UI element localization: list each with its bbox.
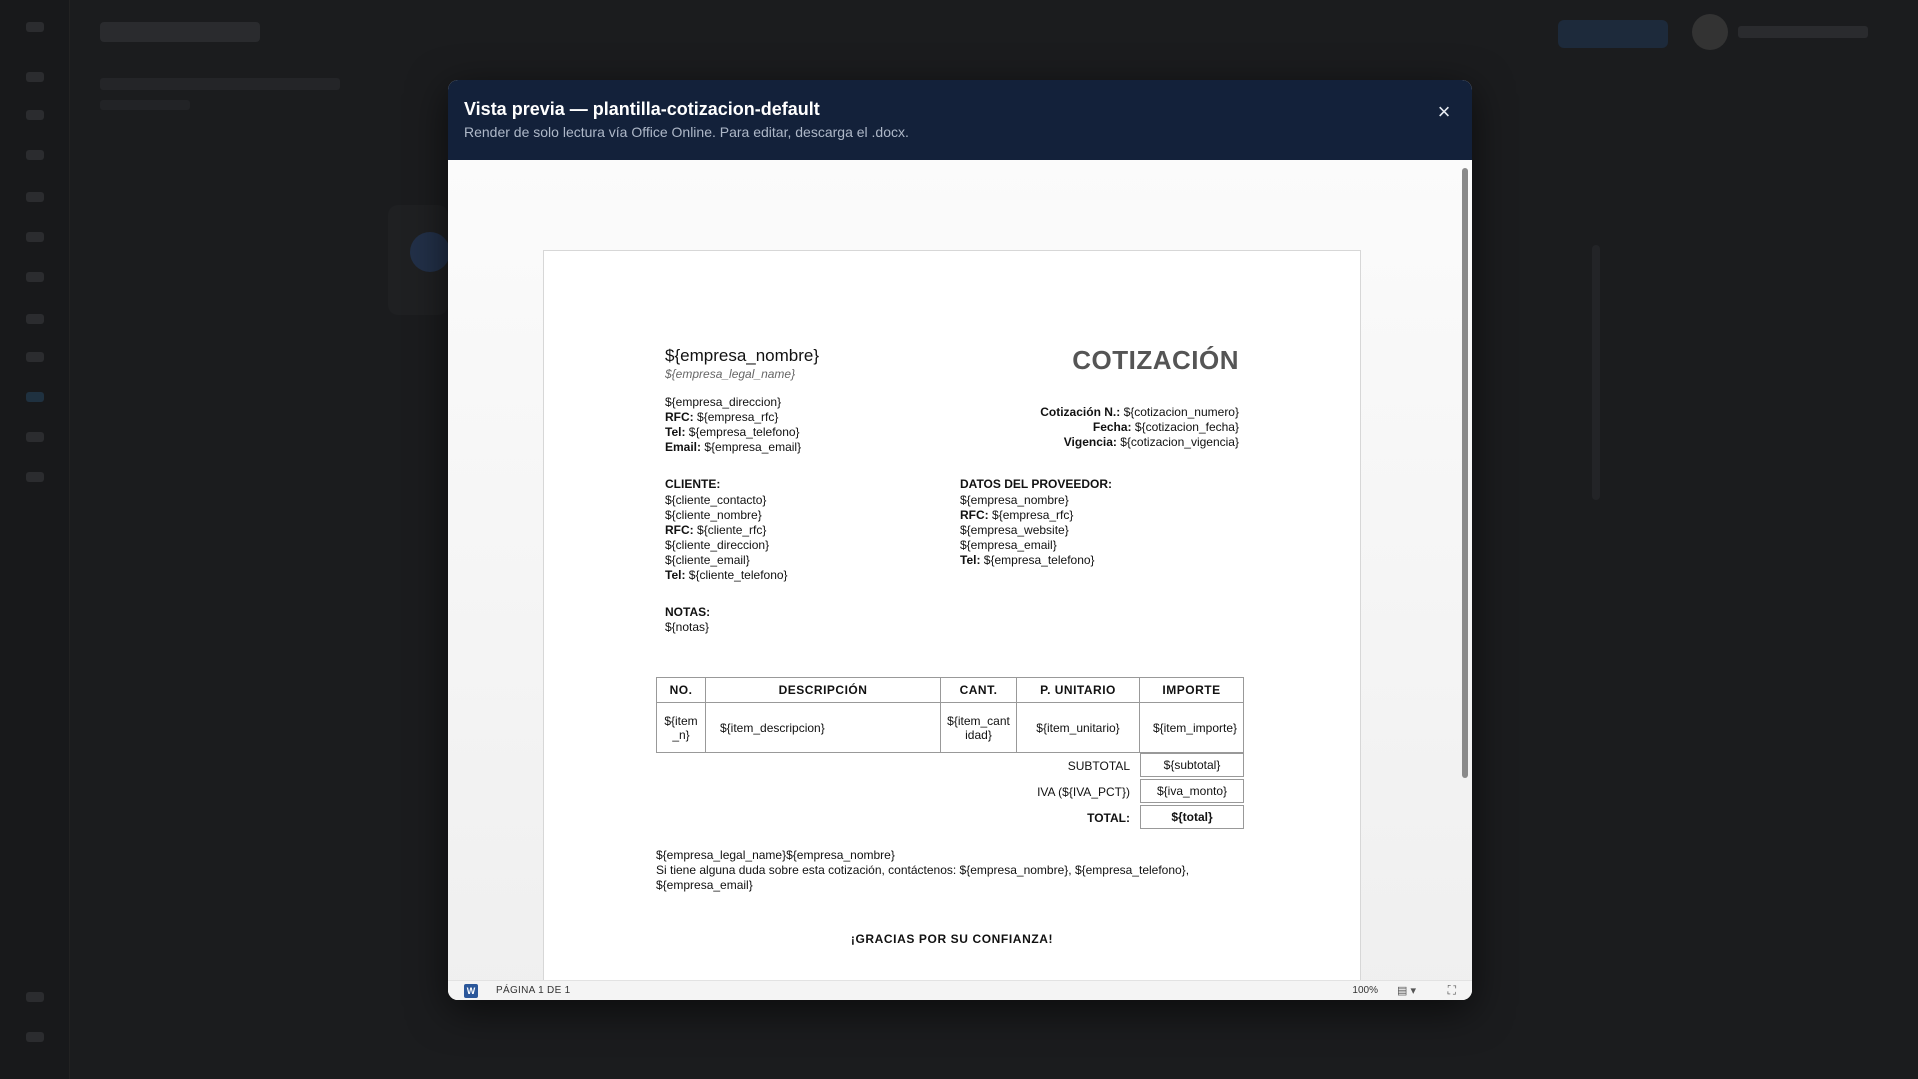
- table-row: [657, 703, 1244, 753]
- subtotal-value: ${subtotal}: [1140, 753, 1244, 777]
- cell-item-no: ${item_n}: [657, 703, 706, 753]
- company-address: ${empresa_direccion}: [665, 395, 782, 409]
- quote-number-line: Cotización N.: ${cotizacion_numero}: [1040, 405, 1239, 419]
- preview-modal: [448, 80, 1472, 1000]
- footer-contact: [656, 848, 1236, 893]
- client-contact: ${cliente_contacto}: [665, 493, 767, 507]
- client-rfc-line: RFC: ${cliente_rfc}: [665, 523, 767, 537]
- cell-item-unit-price: ${item_unitario}: [1017, 703, 1140, 753]
- company-email-line: Email: ${empresa_email}: [665, 440, 802, 454]
- modal-header: [448, 80, 1472, 160]
- page-count: PÁGINA 1 DE 1: [496, 985, 571, 996]
- quote-date-line: Fecha: ${cotizacion_fecha}: [1092, 420, 1239, 434]
- quote-meta: [1040, 405, 1239, 450]
- footer-line-2: Si tiene alguna duda sobre esta cotización, contáctenos: ${empresa_nombre}, ${empresa_telefono},: [656, 863, 1190, 877]
- notes-section: [665, 605, 710, 635]
- document-title: COTIZACIÓN: [1072, 345, 1239, 375]
- client-tel-line: Tel: ${cliente_telefono}: [665, 568, 788, 582]
- modal-subtitle: Render de solo lectura vía Office Online. Para editar, descarga el .docx.: [464, 124, 909, 140]
- footer-line-1: ${empresa_legal_name}${empresa_nombre}: [656, 848, 895, 862]
- header-quantity: CANT.: [941, 678, 1017, 703]
- footer-line-3: ${empresa_email}: [656, 878, 753, 892]
- header-description: DESCRIPCIÓN: [706, 678, 941, 703]
- view-mode-icon[interactable]: ▤ ▾: [1397, 985, 1416, 997]
- quote-validity-line: Vigencia: ${cotizacion_vigencia}: [1063, 435, 1239, 449]
- modal-title: Vista previa — plantilla-cotizacion-default: [464, 99, 820, 119]
- total-value: ${total}: [1140, 805, 1244, 829]
- document-page: [543, 250, 1361, 1000]
- company-legal-name: ${empresa_legal_name}: [665, 367, 796, 381]
- provider-website: ${empresa_website}: [960, 523, 1069, 537]
- notes-value: ${notas}: [665, 620, 710, 634]
- header-amount: IMPORTE: [1140, 678, 1244, 703]
- document-viewer[interactable]: [448, 160, 1472, 1000]
- client-name: ${cliente_nombre}: [665, 508, 762, 522]
- cell-item-quantity: ${item_cantidad}: [941, 703, 1017, 753]
- client-address: ${cliente_direccion}: [665, 538, 770, 552]
- cell-item-amount: ${item_importe}: [1140, 703, 1244, 753]
- background-topbar: [70, 0, 1918, 64]
- viewer-statusbar: [448, 980, 1472, 1000]
- iva-value: ${iva_monto}: [1140, 779, 1244, 803]
- cell-item-description: ${item_descripcion}: [706, 703, 941, 753]
- provider-name: ${empresa_nombre}: [960, 493, 1069, 507]
- items-table: [656, 677, 1244, 753]
- company-rfc-line: RFC: ${empresa_rfc}: [665, 410, 779, 424]
- provider-section: [960, 477, 1112, 568]
- provider-email: ${empresa_email}: [960, 538, 1057, 552]
- client-heading: CLIENTE:: [665, 477, 721, 491]
- zoom-level[interactable]: 100%: [1352, 985, 1378, 996]
- provider-rfc-line: RFC: ${empresa_rfc}: [960, 508, 1074, 522]
- provider-tel-line: Tel: ${empresa_telefono}: [960, 553, 1095, 567]
- viewer-scrollbar[interactable]: [1462, 168, 1468, 778]
- background-sidebar: [0, 0, 70, 1079]
- fit-to-page-icon[interactable]: ⛶: [1447, 983, 1456, 997]
- company-name: ${empresa_nombre}: [665, 346, 820, 365]
- company-tel-line: Tel: ${empresa_telefono}: [665, 425, 800, 439]
- client-email: ${cliente_email}: [665, 553, 750, 567]
- word-icon: W: [464, 984, 478, 998]
- header-no: NO.: [657, 678, 706, 703]
- provider-heading: DATOS DEL PROVEEDOR:: [960, 477, 1113, 491]
- header-unit-price: P. UNITARIO: [1017, 678, 1140, 703]
- close-button[interactable]: ×: [1437, 99, 1451, 124]
- company-details: [665, 395, 801, 455]
- iva-label: IVA (${IVA_PCT}): [1037, 785, 1130, 799]
- table-header-row: [657, 678, 1244, 703]
- notes-heading: NOTAS:: [665, 605, 711, 619]
- subtotal-label: SUBTOTAL: [1067, 759, 1130, 773]
- thanks-message: ¡GRACIAS POR SU CONFIANZA!: [850, 932, 1054, 946]
- client-section: [665, 477, 788, 583]
- total-label: TOTAL:: [1087, 811, 1130, 825]
